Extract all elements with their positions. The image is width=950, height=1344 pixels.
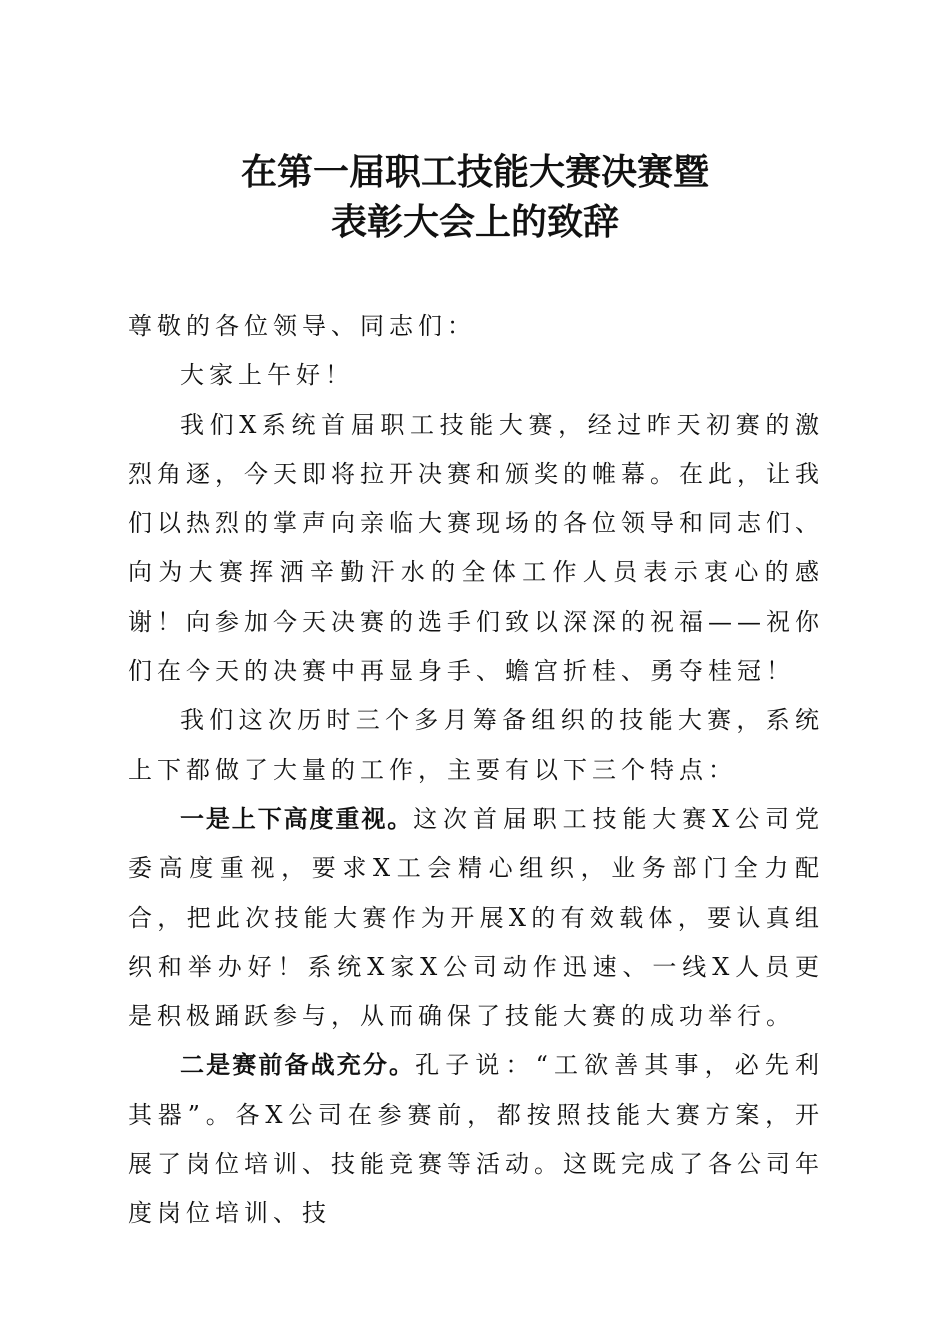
point-1-text: 这次首届职工技能大赛X公司党委高度重视，要求X工会精心组织，业务部门全力配合，把此次技能大赛作为开展X的有效载体，要认真组织和举办好！系统X家X公司动作迅速、一线X人员更是积极踊跃参与，从而确保了技能大赛的成功举行。 — [128, 804, 825, 1031]
point-2-text: 孔子说：“工欲善其事，必先利其器”。各X公司在参赛前，都按照技能大赛方案，开展了岗位培训、技能竞赛等活动。这既完成了各公司年度岗位培训、技 — [128, 1051, 825, 1228]
paragraph-2: 我们这次历时三个多月筹备组织的技能大赛，系统上下都做了大量的工作，主要有以下三个特点： — [128, 706, 824, 784]
document-title-line-1: 在第一届职工技能大赛决赛暨 — [240, 151, 709, 193]
point-1-paragraph — [128, 795, 824, 1041]
point-2-paragraph — [128, 1041, 824, 1238]
document-body — [128, 302, 824, 1239]
document-title-line-2: 表彰大会上的致辞 — [330, 201, 619, 243]
salutation: 尊敬的各位领导、同志们： — [128, 312, 476, 340]
point-2-heading: 二是赛前备战充分。 — [180, 1051, 416, 1080]
greeting: 大家上午好！ — [180, 361, 354, 390]
point-1-heading: 一是上下高度重视。 — [180, 804, 414, 833]
paragraph-1: 我们X系统首届职工技能大赛，经过昨天初赛的激烈角逐，今天即将拉开决赛和颁奖的帷幕。在此，让我们以热烈的掌声向亲临大赛现场的各位领导和同志们、向为大赛挥洒辛勤汗水的全体工作人员表示衷心的感谢！向参加今天决赛的选手们致以深深的祝福——祝你们在今天的决赛中再显身手、蟾宫折桂、勇夺桂冠！ — [128, 410, 824, 686]
